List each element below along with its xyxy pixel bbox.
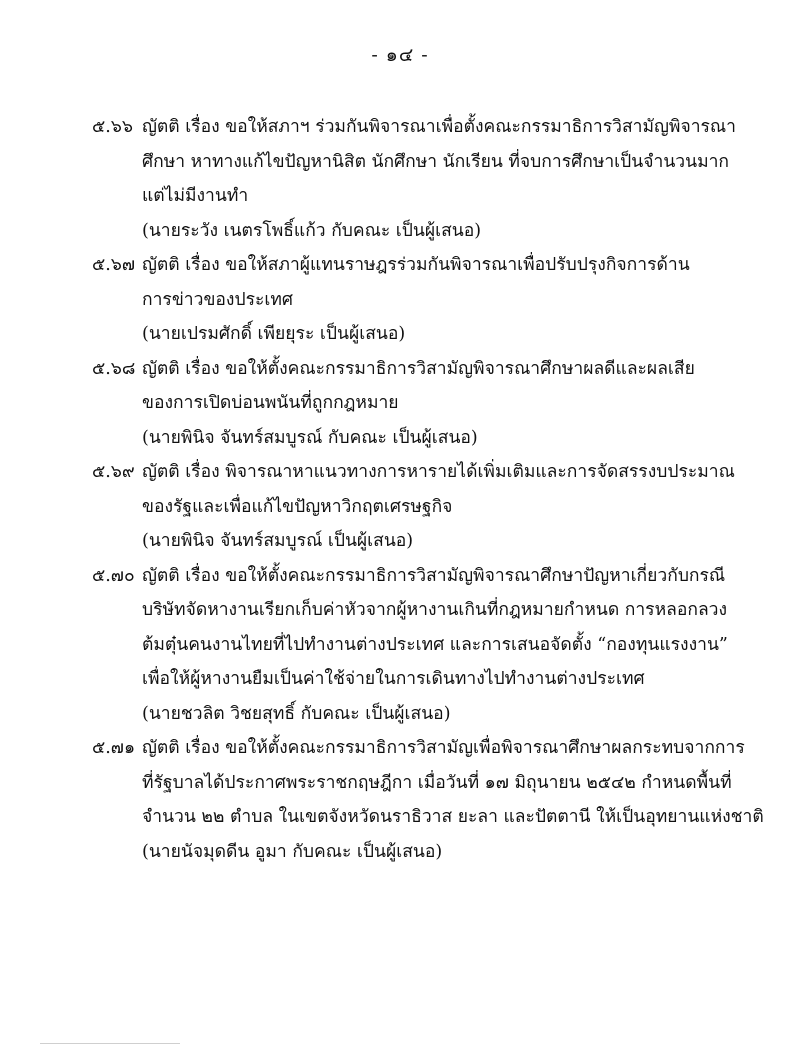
motion-text-line: ของรัฐและเพื่อแก้ไขปัญหาวิกฤตเศรษฐกิจ [142, 496, 453, 517]
motion-item [92, 455, 752, 559]
motion-text-line: ญัตติ เรื่อง ขอให้ตั้งคณะกรรมาธิการวิสามัญเพื่อพิจารณาศึกษาผลกระทบจากการ [142, 738, 745, 758]
motion-proposer: (นายพินิจ จันทร์สมบูรณ์ เป็นผู้เสนอ) [142, 531, 414, 551]
motion-number: ๕.๖๘ [92, 358, 136, 379]
motion-text-line: จำนวน ๒๒ ตำบล ในเขตจังหวัดนราธิวาส ยะลา และปัตตานี ให้เป็นอุทยานแห่งชาติ [142, 807, 764, 827]
motion-text-line: เพื่อให้ผู้หางานยืมเป็นค่าใช้จ่ายในการเดินทางไปทำงานต่างประเทศ [142, 669, 645, 689]
motion-number: ๕.๖๖ [92, 117, 134, 137]
motion-proposer: (นายเปรมศักดิ์ เพียยุระ เป็นผู้เสนอ) [142, 324, 406, 344]
page-number: - ๑๔ - [371, 44, 429, 66]
motion-item [92, 559, 752, 732]
motion-item [92, 110, 752, 248]
motion-item [92, 731, 764, 869]
motion-text-line: ญัตติ เรื่อง ขอให้ตั้งคณะกรรมาธิการวิสามัญพิจารณาศึกษาผลดีและผลเสีย [142, 358, 695, 379]
motion-number: ๕.๗๐ [92, 565, 135, 586]
motion-text-line: ต้มตุ๋นคนงานไทยที่ไปทำงานต่างประเทศ และการเสนอจัดตั้ง “กองทุนแรงงาน” [142, 634, 728, 655]
motion-number: ๕.๖๙ [92, 462, 135, 482]
motion-text-line: แต่ไม่มีงานทำ [142, 186, 249, 206]
motion-list [92, 110, 764, 869]
motion-text-line: ญัตติ เรื่อง ขอให้สภาผู้แทนราษฎรร่วมกันพิจารณาเพื่อปรับปรุงกิจการด้าน [142, 255, 690, 275]
motion-text-line: ศึกษา หาทางแก้ไขปัญหานิสิต นักศึกษา นักเรียน ที่จบการศึกษาเป็นจำนวนมาก [142, 151, 730, 172]
motion-text-line: ญัตติ เรื่อง พิจารณาหาแนวทางการหารายได้เพิ่มเติมและการจัดสรรงบประมาณ [142, 462, 735, 482]
motion-text-line: ของการเปิดบ่อนพนันที่ถูกกฎหมาย [142, 393, 399, 413]
motion-number: ๕.๖๗ [92, 255, 136, 275]
motion-proposer: (นายระวัง เนตรโพธิ์แก้ว กับคณะ เป็นผู้เสนอ) [142, 220, 482, 241]
motion-item [92, 248, 752, 352]
motion-proposer: (นายชวลิต วิชยสุทธิ์ กับคณะ เป็นผู้เสนอ) [142, 703, 451, 724]
motion-text-line: บริษัทจัดหางานเรียกเก็บค่าหัวจากผู้หางานเกินที่กฎหมายกำหนด การหลอกลวง [142, 600, 728, 620]
scan-edge-line [40, 1043, 180, 1044]
motion-proposer: (นายพินิจ จันทร์สมบูรณ์ กับคณะ เป็นผู้เสนอ) [142, 427, 478, 448]
motion-item [92, 352, 752, 456]
motion-text-line: ญัตติ เรื่อง ขอให้ตั้งคณะกรรมาธิการวิสามัญพิจารณาศึกษาปัญหาเกี่ยวกับกรณี [142, 565, 726, 586]
motion-text-line: การข่าวของประเทศ [142, 289, 293, 310]
motion-number: ๕.๗๑ [92, 738, 136, 758]
motion-proposer: (นายนัจมุดดีน อูมา กับคณะ เป็นผู้เสนอ) [142, 841, 443, 862]
motion-text-line: ที่รัฐบาลได้ประกาศพระราชกฤษฎีกา เมื่อวันที่ ๑๗ มิถุนายน ๒๕๔๒ กำหนดพื้นที่ [142, 772, 732, 793]
motion-text-line: ญัตติ เรื่อง ขอให้สภาฯ ร่วมกันพิจารณาเพื่อตั้งคณะกรรมาธิการวิสามัญพิจารณา [142, 117, 736, 137]
